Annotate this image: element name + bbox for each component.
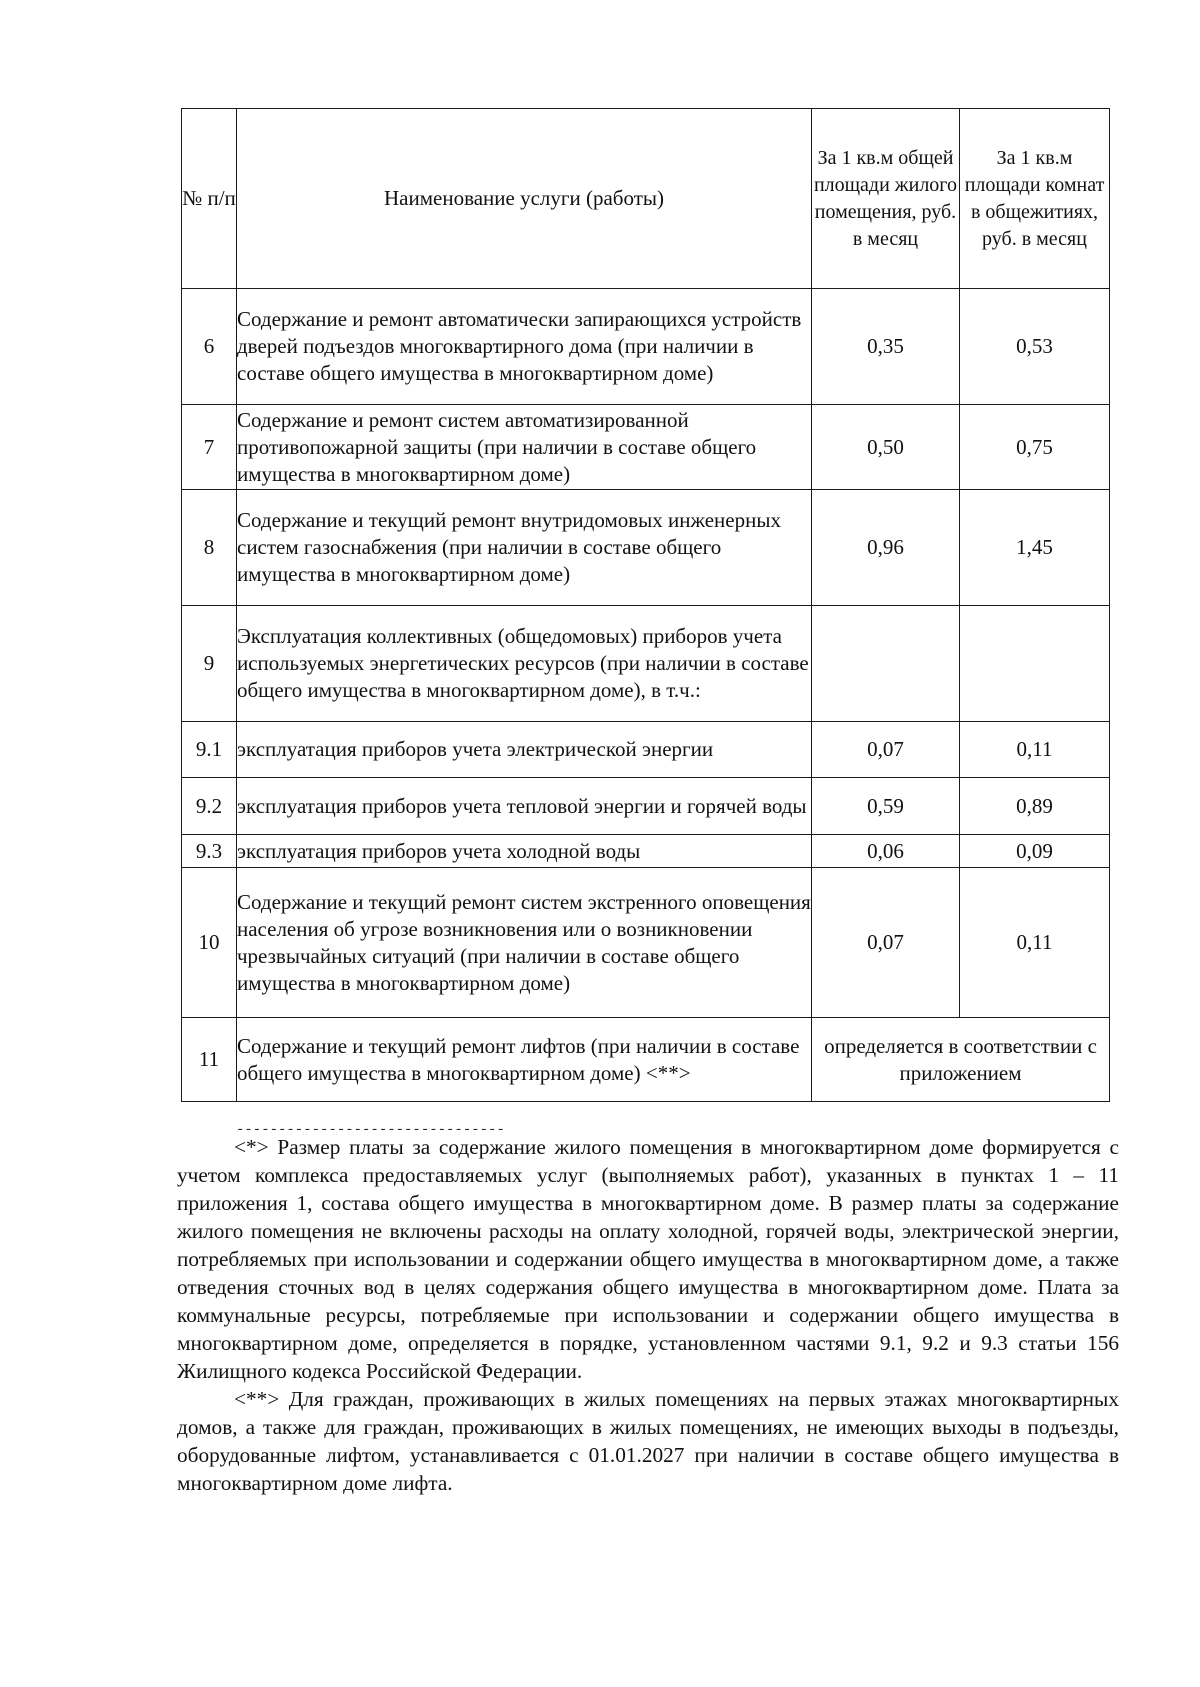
header-service-name: Наименование услуги (работы) [237, 109, 812, 289]
row-number: 9.1 [182, 722, 237, 778]
row-number: 7 [182, 405, 237, 490]
table-row [182, 868, 1110, 1018]
service-name: Содержание и ремонт систем автоматизированной противопожарной защиты (при наличии в составе общего имущества в многоквартирном доме) [237, 405, 812, 490]
header-price-per-sqm-dormitory: За 1 кв.м площади комнат в общежитиях, руб. в месяц [960, 109, 1110, 289]
price-living: 0,07 [812, 868, 960, 1018]
row-number: 6 [182, 289, 237, 405]
service-name: эксплуатация приборов учета электрической энергии [237, 722, 812, 778]
price-dormitory: 0,09 [960, 835, 1110, 868]
table-row [182, 606, 1110, 722]
price-living: 0,35 [812, 289, 960, 405]
price-living: 0,96 [812, 490, 960, 606]
service-name: Содержание и текущий ремонт лифтов (при наличии в составе общего имущества в многоквартирном доме) <**> [237, 1018, 812, 1102]
table-row [182, 778, 1110, 835]
price-dormitory [960, 606, 1110, 722]
table-row [182, 722, 1110, 778]
row-number: 9.2 [182, 778, 237, 835]
price-dormitory: 0,11 [960, 722, 1110, 778]
price-living: 0,06 [812, 835, 960, 868]
service-name: Эксплуатация коллективных (общедомовых) приборов учета используемых энергетических ресурсов (при наличии в составе общего имущества в многоквартирном доме), в т.ч.: [237, 606, 812, 722]
service-name: Содержание и ремонт автоматически запирающихся устройств дверей подъездов многоквартирного дома (при наличии в составе общего имущества в многоквартирном доме) [237, 289, 812, 405]
price-merged-note: определяется в соответствии с приложением [812, 1018, 1110, 1102]
header-number: № п/п [182, 109, 237, 289]
table-row [182, 1018, 1110, 1102]
footnote-2: <**> Для граждан, проживающих в жилых помещениях на первых этажах многоквартирных домов, а также для граждан, проживающих в жилых помещениях, не имеющих выходы в подъезды, оборудованные лифтом, устанавливается с 01.01.2027 при наличии в составе общего имущества в многоквартирном доме лифта. [177, 1387, 1119, 1495]
service-name: эксплуатация приборов учета тепловой энергии и горячей воды [237, 778, 812, 835]
price-dormitory: 1,45 [960, 490, 1110, 606]
table-row [182, 289, 1110, 405]
price-dormitory: 0,11 [960, 868, 1110, 1018]
service-name: Содержание и текущий ремонт систем экстренного оповещения населения об угрозе возникновения или о возникновении чрезвычайных ситуаций (при наличии в составе общего имущества в многоквартирном доме) [237, 868, 812, 1018]
row-number: 9.3 [182, 835, 237, 868]
price-dormitory: 0,89 [960, 778, 1110, 835]
footnotes [177, 1133, 1119, 1497]
tariff-table [181, 108, 1110, 1102]
footnote-1: <*> Размер платы за содержание жилого помещения в многоквартирном доме формируется с учетом комплекса предоставляемых услуг (выполняемых работ), указанных в пунктах 1 – 11 приложения 1, состава общего имущества в многоквартирном доме. В размер платы за содержание жилого помещения не включены расходы на оплату холодной, горячей воды, электрической энергии, потребляемых при использовании и содержании общего имущества в многоквартирном доме, а также отведения сточных вод в целях содержания общего имущества в многоквартирном доме. Плата за коммунальные ресурсы, потребляемые при использовании и содержании общего имущества в многоквартирном доме, определяется в порядке, установленном частями 9.1, 9.2 и 9.3 статьи 156 Жилищного кодекса Российской Федерации. [177, 1135, 1119, 1383]
footnote-separator: -------------------------------- [236, 1122, 505, 1138]
price-living: 0,50 [812, 405, 960, 490]
row-number: 9 [182, 606, 237, 722]
row-number: 11 [182, 1018, 237, 1102]
service-name: эксплуатация приборов учета холодной воды [237, 835, 812, 868]
table-header-row [182, 109, 1110, 289]
row-number: 8 [182, 490, 237, 606]
row-number: 10 [182, 868, 237, 1018]
table-row [182, 490, 1110, 606]
table-row [182, 405, 1110, 490]
price-living: 0,07 [812, 722, 960, 778]
table-row [182, 835, 1110, 868]
price-living [812, 606, 960, 722]
price-dormitory: 0,75 [960, 405, 1110, 490]
service-name: Содержание и текущий ремонт внутридомовых инженерных систем газоснабжения (при наличии в составе общего имущества в многоквартирном доме) [237, 490, 812, 606]
price-dormitory: 0,53 [960, 289, 1110, 405]
header-price-per-sqm-living: За 1 кв.м общей площади жилого помещения, руб. в месяц [812, 109, 960, 289]
price-living: 0,59 [812, 778, 960, 835]
